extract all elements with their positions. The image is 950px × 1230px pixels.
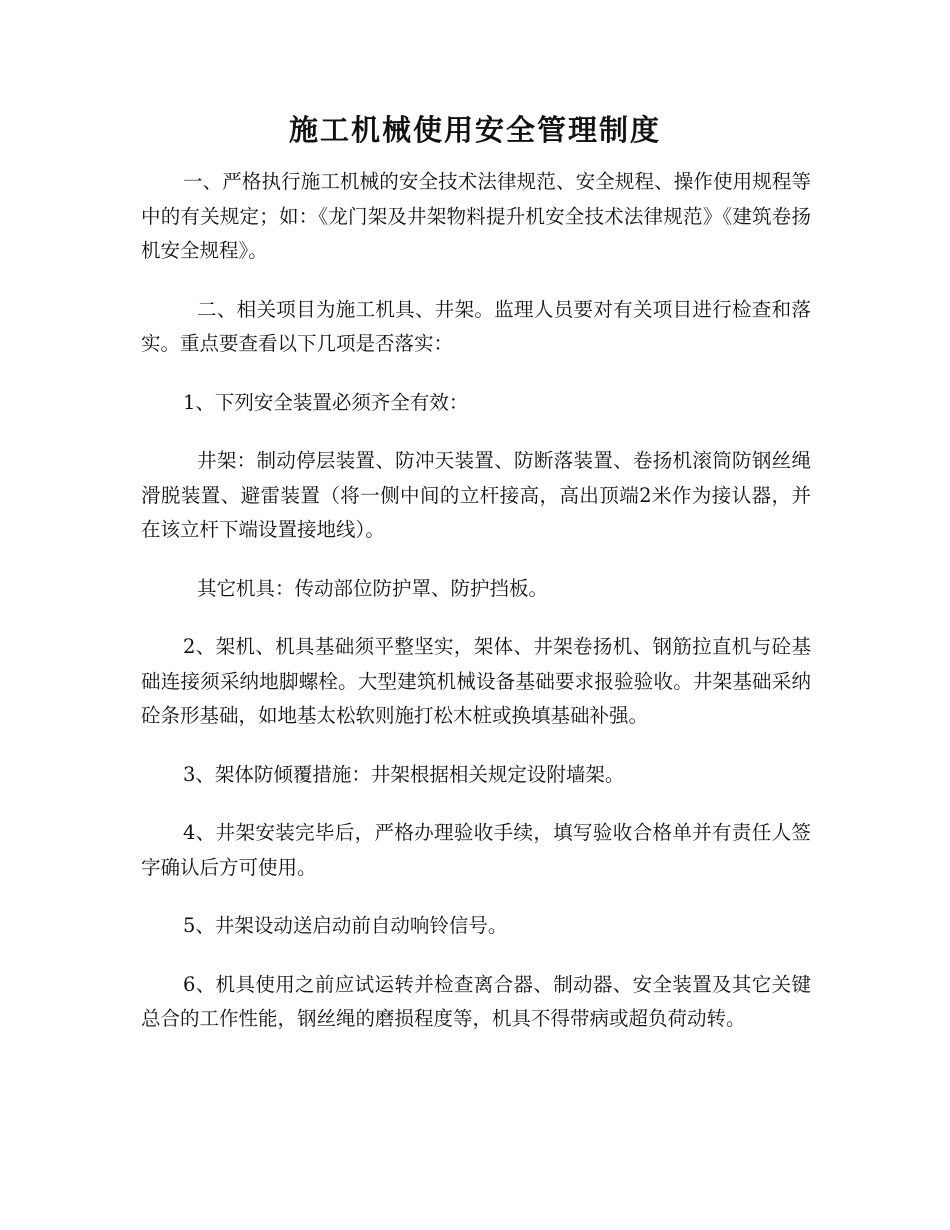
document-title: 施工机械使用安全管理制度 <box>288 113 661 147</box>
paragraph-item-6: 6、机具使用之前应试运转并检查离合器、制动器、安全装置及其它关键总合的工作性能，钢丝绳的磨损程度等，机具不得带病或超负荷动转。 <box>141 972 811 1030</box>
paragraph-item-3: 3、架体防倾覆措施：井架根据相关规定设附墙架。 <box>183 762 625 786</box>
paragraph-item-4: 4、井架安装完毕后，严格办理验收手续，填写验收合格单并有责任人签字确认后方可使用。 <box>141 821 811 879</box>
paragraph-section-1: 一、严格执行施工机械的安全技术法律规范、安全规程、操作使用规程等中的有关规定；如：《龙门架及井架物料提升机安全技术法律规范》《建筑卷扬机安全规程》。 <box>141 170 811 262</box>
paragraph-well-frame: 井架：制动停层装置、防冲天装置、防断落装置、卷扬机滚筒防钢丝绳滑脱装置、避雷装置（将一侧中间的立杆接高，高出顶端2米作为接认器，并在该立杆下端设置接地线）。 <box>141 449 811 541</box>
document-body <box>141 165 811 1061</box>
paragraph-other-machinery: 其它机具：传动部位防护罩、防护挡板。 <box>197 576 549 600</box>
paragraph-item-5: 5、井架设动送启动前自动响铃信号。 <box>183 914 508 937</box>
paragraph-item-1: 1、下列安全装置必须齐全有效： <box>183 390 469 414</box>
paragraph-item-2: 2、架机、机具基础须平整坚实，架体、井架卷扬机、钢筋拉直机与砼基础连接须采纳地脚螺栓。大型建筑机械设备基础要求报验验收。井架基础采纳砼条形基础，如地基太松软则施打松木桩或换填基础补强。 <box>141 635 811 727</box>
paragraph-section-2: 二、相关项目为施工机具、井架。监理人员要对有关项目进行检查和落实。重点要查看以下几项是否落实： <box>141 297 811 355</box>
